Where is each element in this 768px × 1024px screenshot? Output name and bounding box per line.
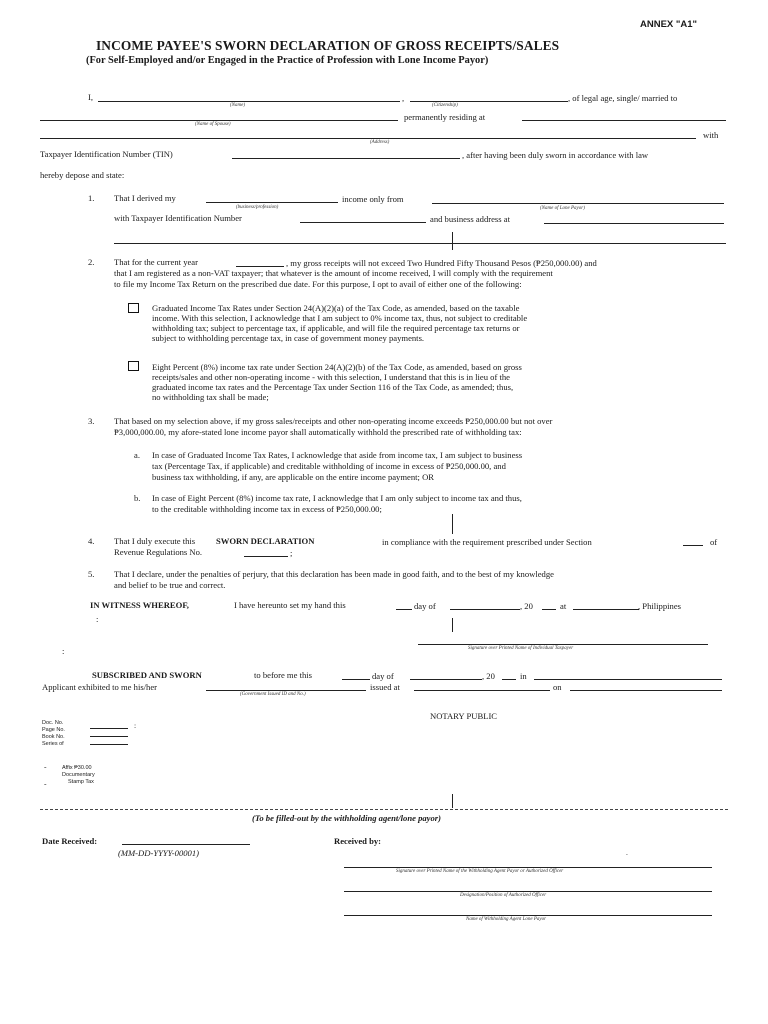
item5-line2: and belief to be true and correct. — [114, 580, 226, 590]
scan-mark-4 — [452, 794, 453, 808]
item4-text-c: in compliance with the requirement prescribed under Section — [382, 537, 592, 547]
item3a-label: a. — [134, 450, 140, 460]
taxpayer-signature-line[interactable] — [418, 644, 708, 645]
intro-i: I, — [88, 92, 94, 102]
series-label: Series of — [42, 741, 64, 747]
notary-public-label: NOTARY PUBLIC — [430, 711, 498, 721]
item2-number: 2. — [88, 257, 95, 267]
stamp-line: Affix ₱30.00 — [62, 765, 92, 771]
item1-text-d: and business address at — [430, 214, 510, 224]
item4-text-e: Revenue Regulations No. — [114, 547, 203, 557]
item2-line1a: That for the current year — [114, 257, 198, 267]
caption-address: (Address) — [370, 140, 390, 145]
graduated-rate-checkbox[interactable] — [128, 303, 139, 313]
doc-no-label: Doc. No. — [42, 720, 64, 726]
residence-field-1[interactable] — [522, 120, 726, 121]
page-subtitle: (For Self-Employed and/or Engaged in the Practice of Profession with Lone Income Payor) — [86, 55, 489, 66]
opt2-line: graduated income tax rates and the Percentage Tax under Section 116 of the Tax Code, as amended; thus, — [152, 382, 514, 392]
item1-text-c: with Taxpayer Identification Number — [114, 213, 242, 223]
subscribed-text-d: , 20 — [482, 671, 495, 681]
received-by-label: Received by: — [334, 836, 382, 846]
scan-mark-2 — [452, 514, 453, 534]
officer-position-line[interactable] — [344, 891, 712, 892]
caption-type: (business/profession) — [236, 205, 279, 210]
intro-legal-age: , of legal age, single/ married to — [568, 93, 678, 103]
tin-label: Taxpayer Identification Number (TIN) — [40, 149, 173, 159]
comma-sep: , — [402, 93, 405, 103]
book-no-field[interactable] — [90, 744, 128, 745]
subscribed-text-b: to before me this — [254, 670, 312, 680]
payor-address-field-2[interactable] — [114, 243, 726, 244]
caption-officer-signature: Signature over Printed Name of the Withholding Agent Payor or Authorized Officer — [396, 869, 564, 874]
payor-address-field-1[interactable] — [544, 223, 724, 224]
caption-payor-name: Name of Withholding Agent Lone Payor — [466, 917, 547, 922]
intro-hereby: hereby depose and state: — [40, 170, 125, 180]
item1-number: 1. — [88, 193, 95, 203]
date-format-hint: (MM-DD-YYYY-00001) — [118, 848, 200, 858]
item4-text-a: That I duly execute this — [114, 536, 196, 546]
tin-field[interactable] — [232, 158, 460, 159]
witness-heading: IN WITNESS WHEREOF, — [90, 600, 189, 610]
witness-text-d: , 20 — [520, 601, 533, 611]
item1-text-b: income only from — [342, 194, 404, 204]
item2-line1b: , my gross receipts will not exceed Two Hundred Fifty Thousand Pesos (₱250,000.00) and — [286, 258, 597, 268]
page-no-label: Page No. — [42, 727, 65, 733]
caption-taxpayer-signature: Signature over Printed Name of Individual Taxpayer — [468, 646, 574, 651]
item3a-line: business tax withholding, if any, are applicable on the entire income payment; OR — [152, 472, 435, 482]
subscribed-text-e: in — [520, 671, 527, 681]
item5-number: 5. — [88, 569, 95, 579]
colon-mark: : — [62, 646, 65, 656]
item3-line1: That based on my selection above, if my gross sales/receipts and other non-operating income exceeds ₱250,000.00 but not over — [114, 416, 553, 426]
item5-line1: That I declare, under the penalties of perjury, that this declaration has been made in good faith, and to the best of my knowledge — [114, 569, 554, 579]
caption-name: (Name) — [230, 103, 245, 108]
witness-text-f: , Philippines — [638, 601, 681, 611]
annex-label: ANNEX "A1" — [640, 19, 698, 30]
authorized-officer-signature-line[interactable] — [344, 867, 712, 868]
subscribed-text-c: day of — [372, 671, 394, 681]
opt2-line: receipts/sales and other non-operating income - with this selection, I understand that this is in lieu of the — [152, 372, 510, 382]
opt2-line: Eight Percent (8%) income tax rate under Section 24(A)(2)(b) of the Tax Code, as amended, based on gross — [152, 362, 522, 372]
witness-text-e: at — [560, 601, 567, 611]
tick-mark: - — [44, 779, 47, 788]
section-field[interactable] — [683, 545, 703, 546]
item3a-line: In case of Graduated Income Tax Rates, I acknowledge that aside from income tax, I am subject to business — [152, 450, 523, 460]
item2-line3: to file my Income Tax Return on the prescribed due date. For this purpose, I opt to avail of either one of the following: — [114, 279, 522, 289]
witness-text-c: day of — [414, 601, 436, 611]
government-id-field[interactable] — [206, 690, 366, 691]
witness-text-b: I have hereunto set my hand this — [234, 600, 346, 610]
witness-day-field[interactable] — [396, 609, 412, 610]
item4-text-d: of — [710, 537, 718, 547]
subscribed-text-f: Applicant exhibited to me his/her — [42, 682, 158, 692]
lone-payor-field[interactable] — [432, 203, 724, 204]
witness-month-field[interactable] — [450, 609, 520, 610]
intro-with: with — [703, 130, 719, 140]
issued-on-field[interactable] — [570, 690, 722, 691]
witness-place-field[interactable] — [573, 609, 639, 610]
caption-government-id: (Government Issued ID and No.) — [240, 692, 306, 697]
subscribed-year-field[interactable] — [502, 679, 516, 680]
subscribed-month-field[interactable] — [410, 679, 482, 680]
item3b-line: In case of Eight Percent (8%) income tax rate, I acknowledge that I am only subject to income tax and thus, — [152, 493, 522, 503]
caption-citizenship: (Citizenship) — [432, 103, 458, 108]
lone-payor-name-line[interactable] — [344, 915, 712, 916]
subscribed-day-field[interactable] — [342, 679, 370, 680]
scan-mark-3 — [452, 618, 453, 632]
dot-mark: . — [626, 848, 628, 857]
colon-mark: : — [96, 614, 99, 624]
payor-tin-field[interactable] — [300, 222, 426, 223]
to-be-filled-label: (To be filled-out by the withholding agent/lone payor) — [252, 813, 441, 823]
citizenship-field[interactable] — [410, 101, 568, 102]
item3-line2: ₱3,000,000.00, my afore-stated lone income payor shall automatically withhold the prescribed rate of withholding tax: — [114, 427, 522, 437]
caption-payor: (Name of Lone Payor) — [540, 206, 585, 211]
item4-sworn-declaration: SWORN DECLARATION — [216, 536, 315, 546]
item3b-label: b. — [134, 493, 141, 503]
opt1-line: Graduated Income Tax Rates under Section 24(A)(2)(a) of the Tax Code, as amended, based on the taxable — [152, 303, 520, 313]
doc-no-field[interactable] — [90, 728, 128, 729]
opt1-line: withholding tax; subject to percentage tax, if applicable, and will file the required percentage tax returns or — [152, 323, 520, 333]
item3a-line: tax (Percentage Tax, if applicable) and creditable withholding of income in excess of ₱250,000.00, and — [152, 461, 506, 471]
date-received-label: Date Received: — [42, 836, 98, 846]
item4-text-f: ; — [290, 548, 293, 558]
page-no-field[interactable] — [90, 736, 128, 737]
separator-line — [40, 809, 728, 810]
item3b-line: to the creditable withholding income tax in excess of ₱250,000.00; — [152, 504, 382, 514]
witness-year-field[interactable] — [542, 609, 556, 610]
income-type-field[interactable] — [206, 202, 338, 203]
name-field[interactable] — [98, 101, 400, 102]
scan-mark-1 — [452, 232, 453, 250]
intro-after-sworn: , after having been duly sworn in accordance with law — [462, 150, 649, 160]
stamp-line: Stamp Tax — [68, 779, 94, 785]
spouse-field[interactable] — [40, 120, 398, 121]
page-title: INCOME PAYEE'S SWORN DECLARATION OF GROSS RECEIPTS/SALES — [96, 38, 560, 53]
date-received-field[interactable] — [122, 844, 250, 845]
opt1-line: income. With this selection, I acknowledge that I am subject to 0% income tax, thus, not subject to creditable — [152, 313, 528, 323]
rr-number-field[interactable] — [244, 556, 288, 557]
eight-percent-checkbox[interactable] — [128, 361, 139, 371]
residence-field-2[interactable] — [40, 138, 696, 139]
current-year-field[interactable] — [236, 266, 284, 267]
tick-mark: - — [44, 762, 47, 771]
subscribed-heading: SUBSCRIBED AND SWORN — [92, 670, 202, 680]
colon-mark: : — [134, 721, 137, 730]
intro-permanently: permanently residing at — [404, 112, 486, 122]
subscribed-place-field[interactable] — [534, 679, 722, 680]
book-no-label: Book No. — [42, 734, 65, 740]
caption-officer-position: Designation/Position of Authorized Officer — [460, 893, 547, 898]
opt1-line: subject to withholding percentage tax, in case of government money payments. — [152, 333, 425, 343]
stamp-line: Documentary — [62, 772, 95, 778]
opt2-line: no withholding tax shall be made; — [152, 392, 269, 402]
item1-text-a: That I derived my — [114, 193, 176, 203]
item4-number: 4. — [88, 536, 95, 546]
subscribed-text-g: issued at — [370, 682, 400, 692]
caption-spouse: (Name of Spouse) — [195, 122, 231, 127]
item2-line2: that I am registered as a non-VAT taxpayer; that whatever is the amount of income received, I will comply with the requirement — [114, 268, 553, 278]
item3-number: 3. — [88, 416, 95, 426]
subscribed-text-h: on — [553, 682, 562, 692]
issued-at-field[interactable] — [414, 690, 550, 691]
